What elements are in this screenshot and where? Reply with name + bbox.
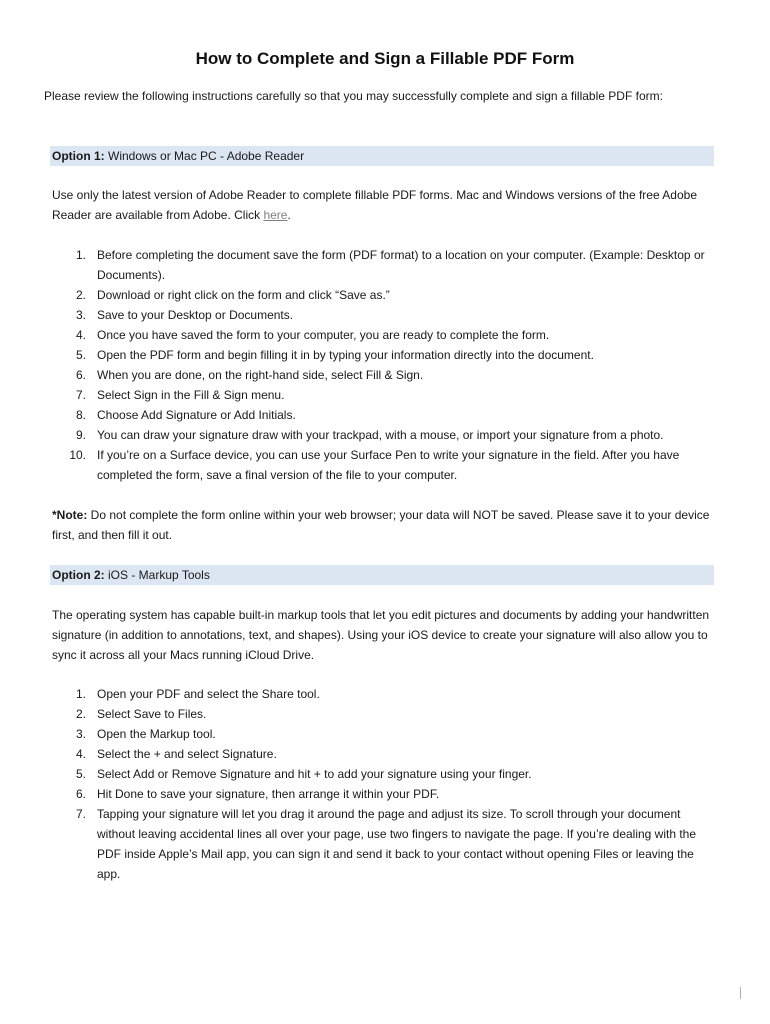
option2-label: Option 2: xyxy=(52,568,105,582)
option1-paragraph-text: Use only the latest version of Adobe Reader to complete fillable PDF forms. Mac and Windows versions of the free Adobe Reader are available from Adobe. Click xyxy=(52,188,697,222)
list-item xyxy=(52,784,717,804)
option2-paragraph: The operating system has capable built-in markup tools that let you edit pictures and documents by adding your handwritten signature (in addition to annotations, text, and shapes). Using your iOS device to create your signature will also allow you to sync it across all your Macs running iCloud Drive. xyxy=(52,608,710,662)
list-item xyxy=(52,724,717,744)
list-item xyxy=(52,405,717,425)
option1-steps xyxy=(52,245,717,485)
list-item-text: Before completing the document save the form (PDF format) to a location on your computer. (Example: Desktop or Documents). xyxy=(97,248,705,282)
list-item xyxy=(52,804,717,884)
list-item xyxy=(52,704,717,724)
list-item-number: 4. xyxy=(75,747,86,761)
list-item-number: 3. xyxy=(75,308,86,322)
list-item-text: Open your PDF and select the Share tool. xyxy=(97,687,320,701)
option2-header xyxy=(50,565,714,585)
list-item xyxy=(52,305,717,325)
list-item-text: Open the PDF form and begin filling it in by typing your information directly into the document. xyxy=(97,348,594,362)
list-item xyxy=(52,385,717,405)
list-item-number: 2. xyxy=(75,288,86,302)
list-item-text: Select the + and select Signature. xyxy=(97,747,277,761)
list-item-text: Once you have saved the form to your computer, you are ready to complete the form. xyxy=(97,328,550,342)
list-item xyxy=(52,245,717,285)
list-item-number: 10. xyxy=(69,448,86,462)
option1-paragraph-end: . xyxy=(287,208,291,222)
list-item-text: Select Add or Remove Signature and hit + to add your signature using your finger. xyxy=(97,767,532,781)
list-item-text: Save to your Desktop or Documents. xyxy=(97,308,294,322)
list-item-text: Select Save to Files. xyxy=(97,707,207,721)
list-item-number: 3. xyxy=(75,727,86,741)
list-item xyxy=(52,684,717,704)
list-item-number: 2. xyxy=(75,707,86,721)
list-item xyxy=(52,345,717,365)
list-item-number: 8. xyxy=(75,408,86,422)
note-label: *Note: xyxy=(52,508,88,522)
page-title: How to Complete and Sign a Fillable PDF Form xyxy=(195,49,575,68)
list-item xyxy=(52,445,717,485)
list-item xyxy=(52,325,717,345)
note-text: Do not complete the form online within your web browser; your data will NOT be saved. Please save it to your device first, and then fill it out. xyxy=(52,508,710,542)
option1-label: Option 1: xyxy=(52,149,105,163)
list-item-number: 4. xyxy=(75,328,86,342)
option1-paragraph xyxy=(52,185,717,225)
list-item-number: 5. xyxy=(75,767,86,781)
list-item-number: 6. xyxy=(75,787,86,801)
list-item xyxy=(52,425,717,445)
list-item-text: If you’re on a Surface device, you can use your Surface Pen to write your signature in the field. After you have completed the form, save a final version of the file to your computer. xyxy=(97,448,680,482)
option1-heading: Windows or Mac PC - Adobe Reader xyxy=(108,149,305,163)
list-item-text: Open the Markup tool. xyxy=(97,727,216,741)
list-item-text: Choose Add Signature or Add Initials. xyxy=(97,408,296,422)
intro-text: Please review the following instructions carefully so that you may successfully complete and sign a fillable PDF form: xyxy=(44,89,663,103)
page-mark xyxy=(740,987,741,999)
list-item-number: 1. xyxy=(75,687,86,701)
list-item xyxy=(52,285,717,305)
list-item-number: 7. xyxy=(75,807,86,821)
list-item xyxy=(52,764,717,784)
list-item xyxy=(52,744,717,764)
list-item-text: Select Sign in the Fill & Sign menu. xyxy=(97,388,285,402)
list-item-number: 5. xyxy=(75,348,86,362)
list-item-number: 9. xyxy=(75,428,86,442)
adobe-download-link[interactable]: here xyxy=(263,208,288,222)
list-item-number: 6. xyxy=(75,368,86,382)
option1-header xyxy=(50,146,714,166)
note-paragraph xyxy=(52,505,717,545)
option2-steps xyxy=(52,684,717,884)
list-item-text: Tapping your signature will let you drag it around the page and adjust its size. To scroll through your document without leaving accidental lines all over your page, use two fingers to navigate the page. If you’re dealing with the PDF inside Apple’s Mail app, you can sign it and send it back to your contact without opening Files or leaving the app. xyxy=(97,807,697,881)
list-item-text: Download or right click on the form and click “Save as.” xyxy=(97,288,390,302)
option2-heading: iOS - Markup Tools xyxy=(108,568,210,582)
list-item-text: You can draw your signature draw with your trackpad, with a mouse, or import your signature from a photo. xyxy=(97,428,664,442)
list-item xyxy=(52,365,717,385)
list-item-number: 7. xyxy=(75,388,86,402)
list-item-text: When you are done, on the right-hand side, select Fill & Sign. xyxy=(97,368,424,382)
list-item-number: 1. xyxy=(75,248,86,262)
list-item-text: Hit Done to save your signature, then arrange it within your PDF. xyxy=(97,787,440,801)
